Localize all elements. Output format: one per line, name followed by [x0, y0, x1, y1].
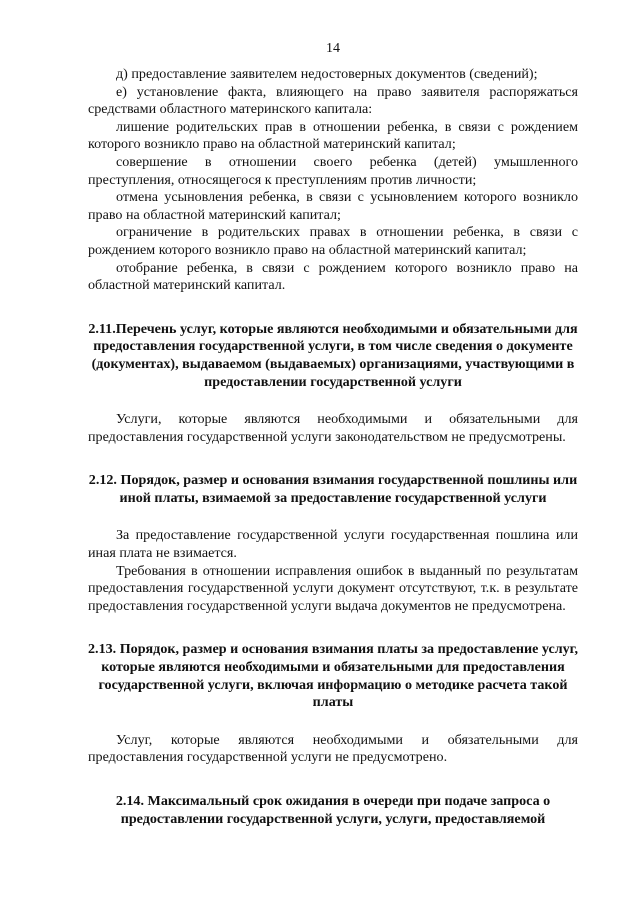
section-2-13 — [88, 641, 578, 767]
list-item: отмена усыновления ребенка, в связи с усыновлением которого возникло право на областной материнский капитал; — [88, 189, 578, 223]
page-number: 14 — [326, 41, 340, 56]
list-item: отобрание ребенка, в связи с рождением которого возникло право на областной материнский капитал. — [88, 259, 578, 294]
list-item: е) установление факта, влияющего на право заявителя распоряжаться средствами областного материнского капитала: — [88, 83, 578, 118]
section-paragraph: Требования в отношении исправления ошибок в выданный по результатам предоставления государственной услуги документ отсутствуют, т.к. в результате предоставления государственной услуги выдача документов не предусмотрена. — [88, 562, 578, 614]
section-2-12 — [88, 472, 578, 615]
section-heading: 2.13. Порядок, размер и основания взимания платы за предоставление услуг, которые являются необходимыми и обязательными для предоставления государственной услуги, включая информацию о методике расчета такой платы — [88, 641, 578, 711]
grounds-list — [88, 66, 578, 295]
list-item: д) предоставление заявителем недостоверных документов (сведений); — [116, 66, 538, 82]
list-item: лишение родительских прав в отношении ребенка, в связи с рождением которого возникло право на областной материнский капитал; — [88, 118, 578, 153]
section-heading: 2.14. Максимальный срок ожидания в очереди при подаче запроса о предоставлении государственной услуги, услуги, предоставляемой — [115, 793, 551, 827]
section-paragraph: Услуги, которые являются необходимыми и обязательными для предоставления государственной услуги законодательством не предусмотрены. — [88, 411, 578, 445]
list-item: совершение в отношении своего ребенка (детей) умышленного преступления, относящегося к преступлениям против личности; — [88, 153, 578, 188]
section-heading: 2.12. Порядок, размер и основания взимания государственной пошлины или иной платы, взимаемой за предоставление государственной услуги — [88, 472, 578, 506]
section-heading: 2.11.Перечень услуг, которые являются необходимыми и обязательными для предоставления государственной услуги, в том числе сведения о документе (документах), выдаваемом (выдаваемых) организациями, участвующими в предоставлении государственной услуги — [88, 320, 578, 390]
section-2-11 — [88, 321, 578, 447]
list-item: ограничение в родительских правах в отношении ребенка, в связи с рождением которого возникло право на областной материнский капитал; — [88, 224, 578, 258]
section-paragraph: Услуг, которые являются необходимыми и обязательными для предоставления государственной услуги не предусмотрено. — [88, 731, 578, 766]
section-2-14 — [88, 793, 578, 828]
section-paragraph: За предоставление государственной услуги государственная пошлина или иная плата не взимается. — [88, 527, 578, 562]
